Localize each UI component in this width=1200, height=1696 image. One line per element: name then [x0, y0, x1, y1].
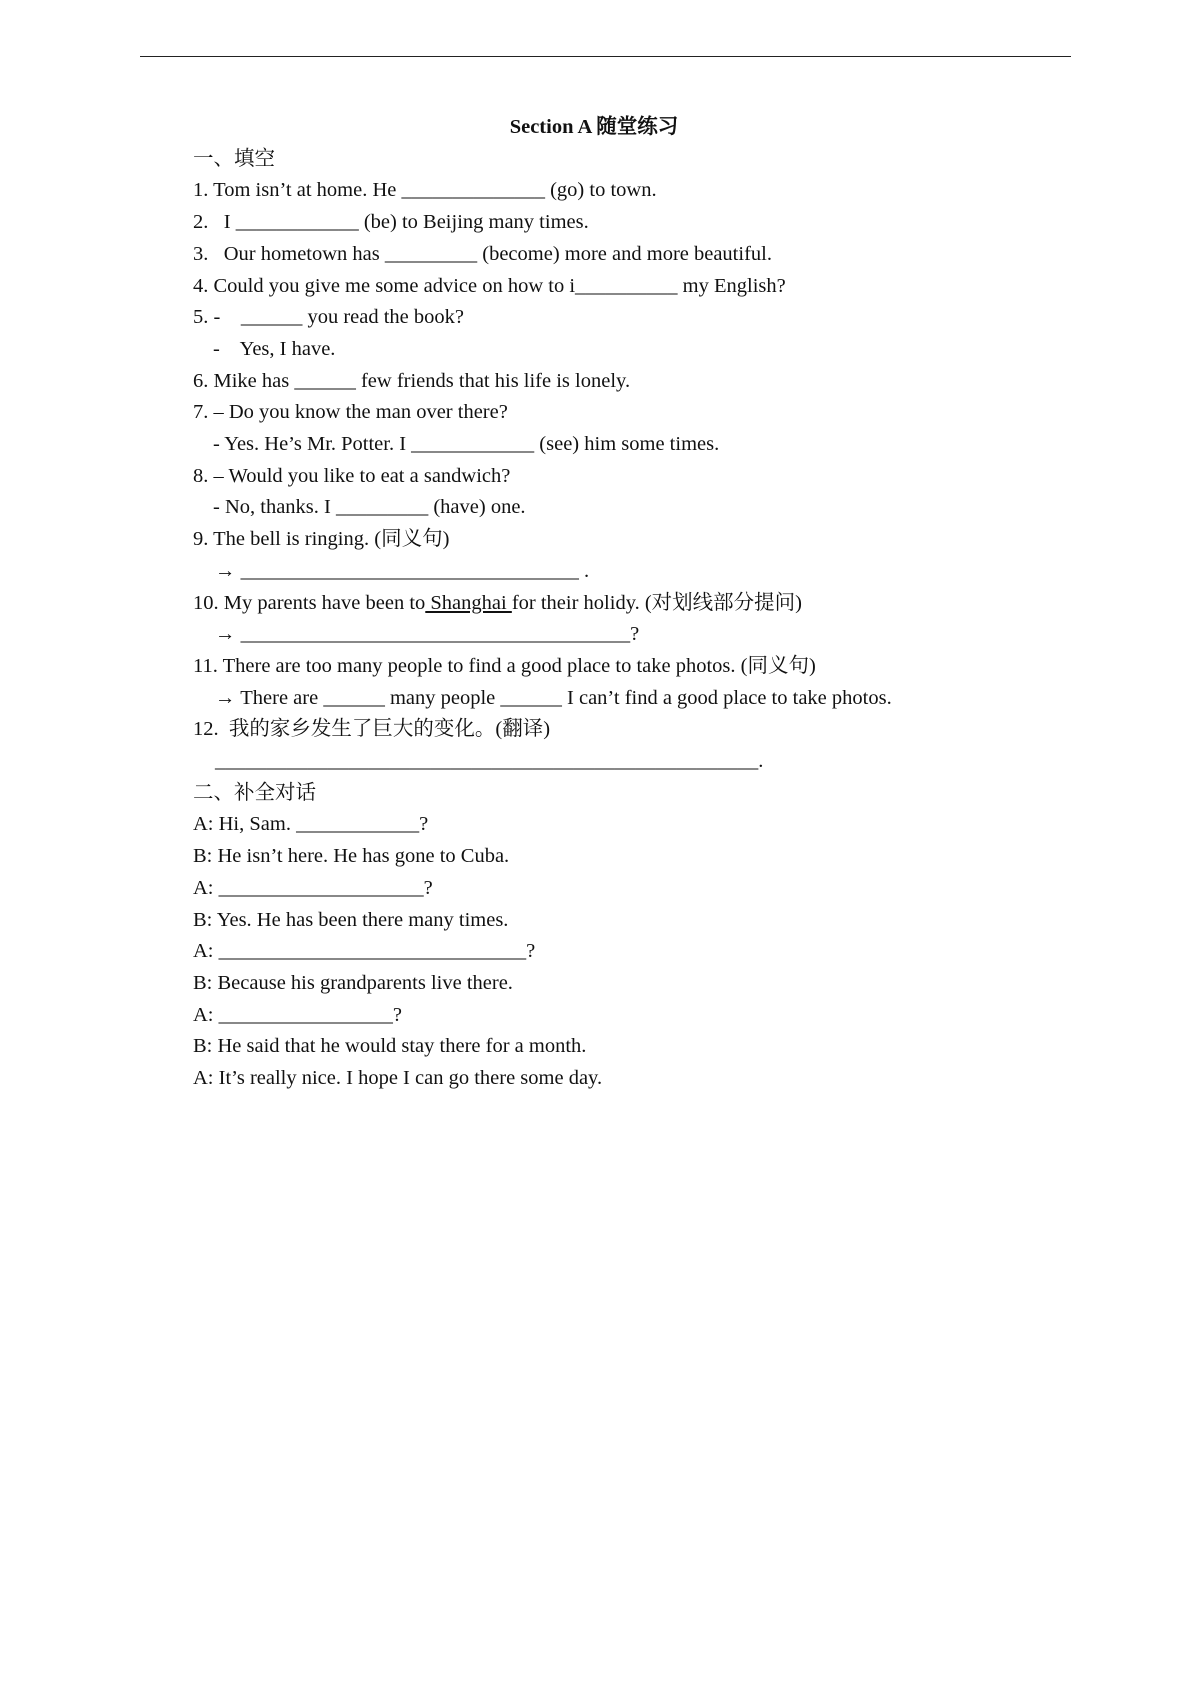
dialogue-line-7: A: _________________? — [193, 1003, 402, 1026]
page-title: Section A 随堂练习 — [509, 116, 679, 138]
question-7-line-a: 7. – Do you know the man over there? — [193, 401, 508, 424]
worksheet — [193, 112, 1073, 1095]
question-9-line-a: 9. The bell is ringing. (同义句) — [193, 528, 450, 551]
dialogue-line-1: A: Hi, Sam. ____________? — [193, 813, 429, 836]
dialogue-line-6: B: Because his grandparents live there. — [193, 971, 513, 994]
question-5-line-a: 5. - ______ you read the book? — [193, 306, 464, 329]
dialogue-line-3: A: ____________________? — [193, 876, 433, 899]
question-12-line-b: _____________________________________________________. — [215, 750, 764, 773]
question-3: 3. Our hometown has _________ (become) more and more beautiful. — [193, 242, 772, 265]
section-heading-dialogue: 二、补全对话 — [193, 781, 316, 804]
question-6: 6. Mike has ______ few friends that his life is lonely. — [193, 369, 631, 392]
dialogue-line-8: B: He said that he would stay there for a month. — [193, 1035, 587, 1058]
question-10-underlined-word: Shanghai — [425, 591, 512, 614]
dialogue-line-2: B: He isn’t here. He has gone to Cuba. — [193, 845, 510, 868]
question-4: 4. Could you give me some advice on how to i__________ my English? — [193, 274, 786, 297]
section-heading-fill-in: 一、填空 — [193, 147, 275, 170]
question-8-line-b: - No, thanks. I _________ (have) one. — [213, 496, 526, 519]
question-10-line-a — [193, 588, 1073, 620]
question-12-line-a: 12. 我的家乡发生了巨大的变化。(翻译) — [193, 718, 551, 741]
question-9-line-b: → _________________________________ . — [215, 559, 590, 582]
question-8-line-a: 8. – Would you like to eat a sandwich? — [193, 464, 511, 487]
header-rule — [140, 56, 1071, 57]
question-5-line-b: - Yes, I have. — [213, 337, 336, 360]
question-2: 2. I ____________ (be) to Beijing many times. — [193, 211, 589, 234]
dialogue-line-5: A: ______________________________? — [193, 940, 536, 963]
dialogue-line-4: B: Yes. He has been there many times. — [193, 908, 509, 931]
question-10-line-b: → ______________________________________? — [215, 623, 640, 646]
dialogue-line-9: A: It’s really nice. I hope I can go there some day. — [193, 1067, 603, 1090]
question-11-line-a: 11. There are too many people to find a good place to take photos. (同义句) — [193, 654, 816, 677]
question-1: 1. Tom isn’t at home. He ______________ (go) to town. — [193, 179, 657, 202]
question-7-line-b: - Yes. He’s Mr. Potter. I ____________ (see) him some times. — [213, 433, 720, 456]
question-10-text-pre: 10. My parents have been to — [193, 591, 426, 614]
question-11-line-b: → There are ______ many people ______ I can’t find a good place to take photos. — [215, 686, 892, 709]
question-10-text-post: for their holidy. (对划线部分提问) — [511, 591, 803, 614]
